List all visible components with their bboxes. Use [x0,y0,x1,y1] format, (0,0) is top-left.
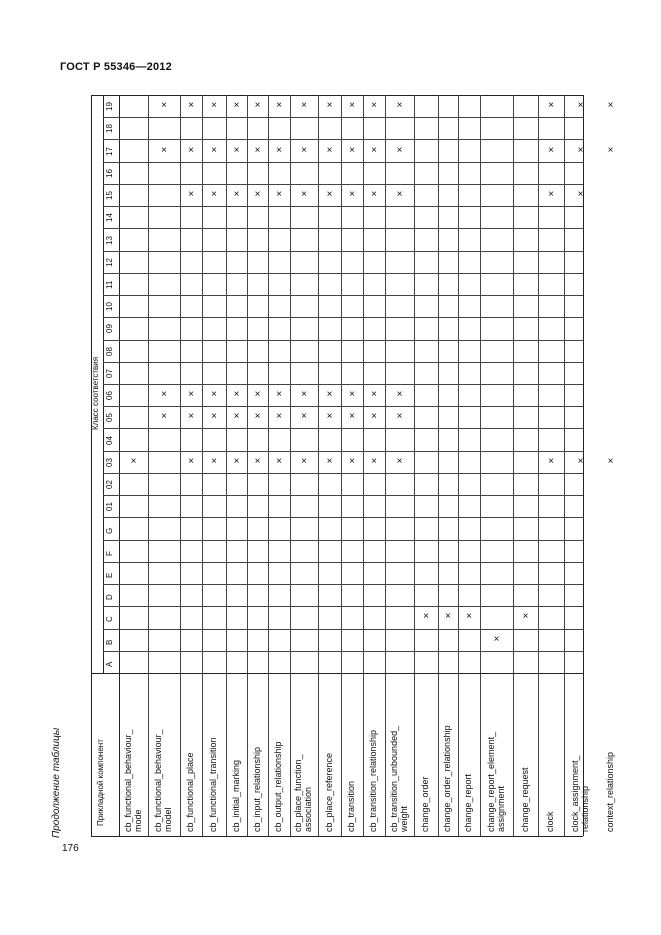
x-mark: × [254,189,261,201]
column-header: 05 [105,413,114,423]
x-mark: × [371,411,377,423]
table-border-left [91,95,92,836]
x-mark: × [326,455,333,467]
column-divider [103,139,583,140]
x-mark: × [349,189,355,201]
column-divider [103,251,583,252]
x-mark: × [233,189,240,201]
column-header: 13 [105,235,114,245]
row-label: cb_functional_behaviour_ model [153,729,173,832]
column-header: 06 [105,391,114,401]
x-mark: × [396,389,403,401]
column-header: 17 [105,146,114,156]
column-divider [103,473,583,474]
x-mark: × [548,189,554,201]
x-mark: × [233,455,240,467]
row-label: clock [545,811,555,832]
x-mark: × [254,389,261,401]
table-border-bottom [91,836,583,837]
x-mark: × [326,411,333,423]
column-divider [103,295,583,296]
column-divider [103,340,583,341]
row-label: change_request [519,767,530,832]
x-mark: × [161,144,167,156]
column-header: 18 [105,124,114,134]
column-divider [103,651,583,652]
column-header: B [105,639,114,645]
x-mark: × [211,389,217,401]
x-mark: × [233,411,240,423]
column-header: 19 [105,102,114,112]
column-header: C [105,616,114,623]
row-label: clock_assignment_ relationship [569,755,590,832]
row-label: cb_input_relationship [251,746,262,832]
x-mark: × [276,411,282,423]
continuation-caption: Продолжение таблицы [51,727,62,838]
x-mark: × [423,611,429,623]
x-mark: × [254,100,261,112]
column-header: 02 [105,480,114,490]
row-label: change_report [463,773,473,832]
x-mark: × [276,455,282,467]
row-label: cb_output_relationship [273,741,283,832]
x-mark: × [349,455,355,467]
column-header: 08 [105,346,114,356]
x-mark: × [188,455,194,467]
component-header: Прикладной компонент [96,739,105,826]
x-mark: × [349,389,355,401]
column-divider [103,629,583,630]
column-divider [103,162,583,163]
x-mark: × [301,100,307,112]
column-header: 11 [105,280,114,289]
x-mark: × [396,455,403,467]
column-divider [103,206,583,207]
x-mark: × [371,389,377,401]
column-divider [103,584,583,585]
x-mark: × [254,411,261,423]
row-label: change_order_relationship [442,725,452,832]
x-mark: × [326,144,333,156]
x-mark: × [493,633,500,645]
column-header: 15 [105,191,114,201]
row-label: cb_place_function_ association [293,754,313,832]
x-mark: × [466,611,472,623]
x-mark: × [326,189,333,201]
x-mark: × [161,389,167,401]
x-mark: × [396,100,403,112]
column-divider [103,406,583,407]
column-divider [103,451,583,452]
column-divider [103,606,583,607]
x-mark: × [577,144,584,156]
x-mark: × [522,611,529,623]
document-header: ГОСТ Р 55346—2012 [60,61,172,73]
row-label: cb_initial_marking [230,759,241,832]
row-label: change_report_element_ assignment [485,731,506,832]
column-header: A [105,661,114,667]
row-label: cb_place_reference [323,752,334,832]
x-mark: × [445,611,451,623]
column-header: 12 [105,257,114,267]
x-mark: × [326,389,333,401]
column-divider [103,228,583,229]
row-label: cb_transition [346,780,356,832]
row-label: cb_functional_behaviour_ mode [122,729,143,832]
x-mark: × [276,100,282,112]
column-header: 14 [105,213,114,223]
x-mark: × [301,411,307,423]
x-mark: × [233,389,240,401]
x-mark: × [607,100,614,112]
x-mark: × [607,455,614,467]
compliance-table [91,95,615,836]
column-divider [103,317,583,318]
column-header: 10 [105,302,114,312]
column-header: G [105,527,114,534]
column-header: F [105,550,114,556]
x-mark: × [349,144,355,156]
column-divider [103,117,583,118]
x-mark: × [211,100,217,112]
column-header: 16 [105,168,114,178]
page-number: 176 [62,843,79,854]
column-divider [103,495,583,496]
x-mark: × [211,411,217,423]
column-header: D [105,594,114,601]
x-mark: × [396,189,403,201]
x-mark: × [276,189,282,201]
column-header: 03 [105,457,114,467]
column-divider [103,184,583,185]
x-mark: × [326,100,333,112]
column-divider [103,562,583,563]
x-mark: × [548,455,554,467]
x-mark: × [188,189,194,201]
row-label: cb_transition_unbounded_ weight [388,725,409,832]
x-mark: × [211,455,217,467]
x-mark: × [233,144,240,156]
x-mark: × [188,144,194,156]
x-mark: × [233,100,240,112]
x-mark: × [577,455,584,467]
x-mark: × [211,189,217,201]
x-mark: × [211,144,217,156]
x-mark: × [276,389,282,401]
column-header: 04 [105,435,114,445]
label-area-divider [91,673,583,674]
x-mark: × [161,100,167,112]
x-mark: × [349,411,355,423]
column-header: E [105,572,114,578]
x-mark: × [276,144,282,156]
row-label: cb_functional_place [185,752,195,832]
x-mark: × [254,144,261,156]
x-mark: × [396,144,403,156]
x-mark: × [130,455,137,467]
x-mark: × [577,189,584,201]
table-border-top [91,95,583,96]
x-mark: × [396,411,403,423]
column-header: 09 [105,324,114,334]
row-label: cb_functional_transition [208,737,218,832]
x-mark: × [188,100,194,112]
class-header: Класс соответствия [91,356,100,430]
column-divider [103,428,583,429]
x-mark: × [371,144,377,156]
x-mark: × [254,455,261,467]
x-mark: × [188,389,194,401]
column-divider [103,273,583,274]
x-mark: × [301,189,307,201]
x-mark: × [349,100,355,112]
row-label: change_order [420,776,430,832]
column-header: 07 [105,368,114,378]
x-mark: × [301,389,307,401]
x-mark: × [548,144,554,156]
x-mark: × [188,411,194,423]
x-mark: × [301,455,307,467]
column-divider [103,362,583,363]
x-mark: × [371,189,377,201]
column-header: 01 [105,502,114,512]
x-mark: × [577,100,584,112]
column-divider [103,517,583,518]
x-mark: × [371,100,377,112]
x-mark: × [161,411,167,423]
x-mark: × [548,100,554,112]
row-label: context_relationship [604,751,615,832]
column-divider [103,540,583,541]
x-mark: × [371,455,377,467]
x-mark: × [607,144,614,156]
row-label: cb_transition_relationship [368,729,378,832]
column-divider [103,384,583,385]
x-mark: × [301,144,307,156]
